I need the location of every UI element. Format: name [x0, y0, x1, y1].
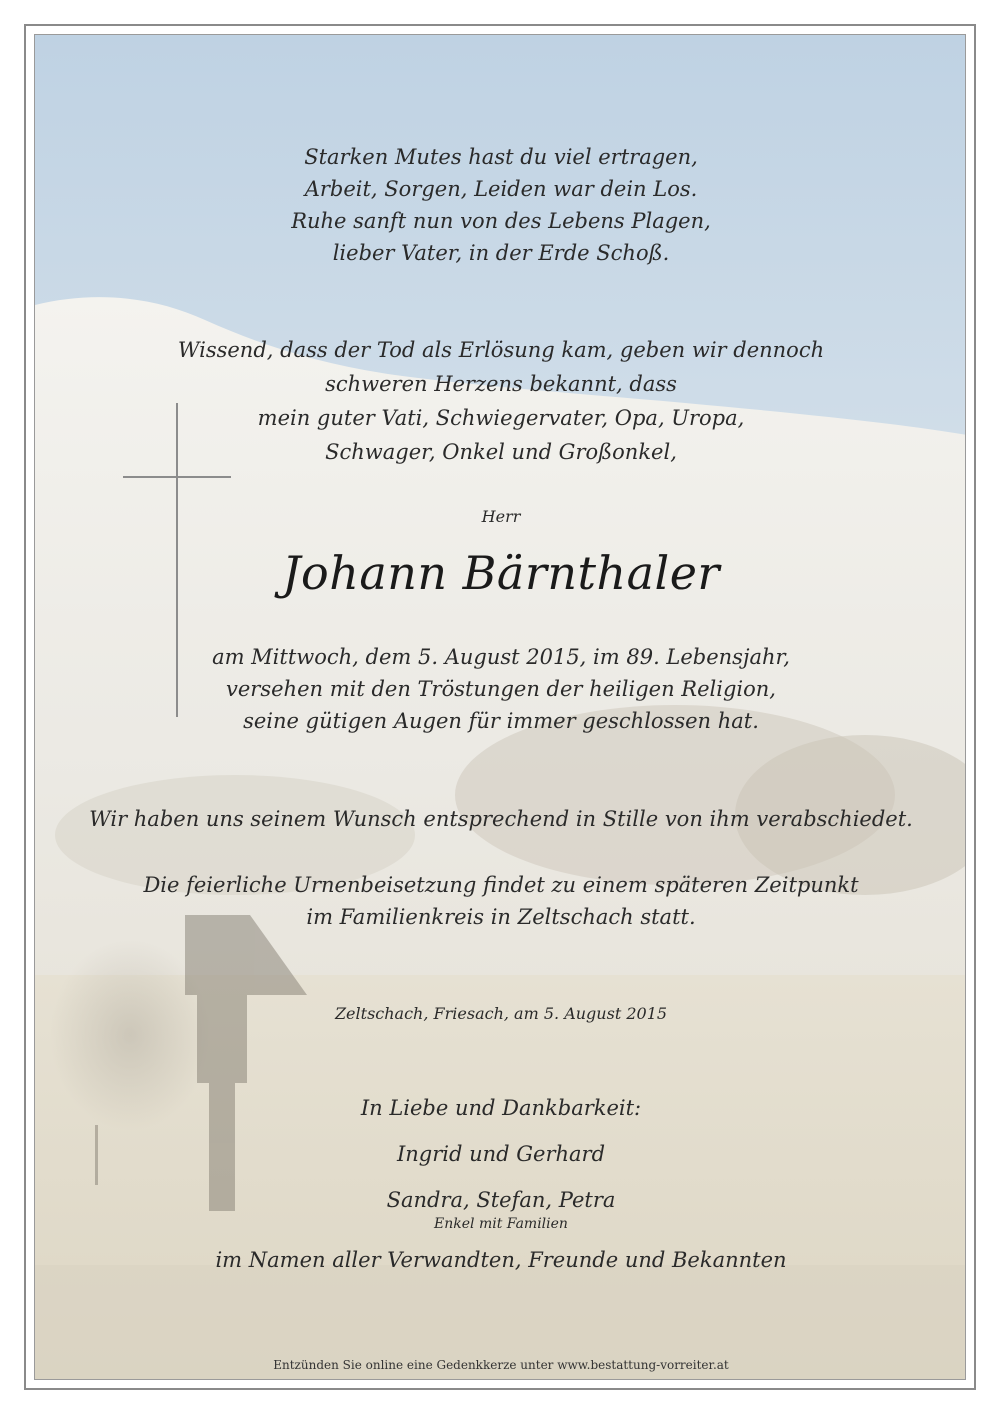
mourners-all: im Namen aller Verwandten, Freunde und Bekannten — [215, 1248, 787, 1272]
mourners-block — [35, 1093, 966, 1275]
memorial-verse — [35, 141, 966, 269]
intro-line: Wissend, dass der Tod als Erlösung kam, geben wir dennoch — [177, 338, 825, 362]
place-date: Zeltschach, Friesach, am 5. August 2015 — [334, 1004, 668, 1023]
salutation: Herr — [481, 507, 521, 526]
mourners-children: Ingrid und Gerhard — [396, 1142, 606, 1166]
death-line: seine gütigen Augen für immer geschlossen hat. — [243, 709, 759, 733]
intro-line: schweren Herzens bekannt, dass — [325, 372, 677, 396]
urn-burial-notice — [35, 869, 966, 933]
intro-line: mein guter Vati, Schwiegervater, Opa, Uropa, — [257, 406, 745, 430]
intro-line: Schwager, Onkel und Großonkel, — [325, 440, 677, 464]
mourners-grandchildren: Sandra, Stefan, Petra — [386, 1188, 616, 1212]
death-notice — [35, 641, 966, 737]
deceased-name: Johann Bärnthaler — [282, 546, 720, 600]
cross-icon-bar — [123, 476, 231, 478]
footer-candle-link[interactable]: Entzünden Sie online eine Gedenkkerze unter www.bestattung-vorreiter.at — [273, 1358, 729, 1372]
obituary-card — [34, 34, 966, 1380]
announcement-intro — [35, 333, 966, 469]
verse-line: Starken Mutes hast du viel ertragen, — [304, 145, 698, 169]
verse-line: lieber Vater, in der Erde Schoß. — [332, 241, 670, 265]
grandchildren-note: Enkel mit Familien — [434, 1216, 568, 1232]
farewell-statement: Wir haben uns seinem Wunsch entsprechend in Stille von ihm verabschiedet. — [89, 807, 913, 831]
death-line: versehen mit den Tröstungen der heiligen Religion, — [226, 677, 776, 701]
urn-line: im Familienkreis in Zeltschach statt. — [306, 905, 696, 929]
death-line: am Mittwoch, dem 5. August 2015, im 89. Lebensjahr, — [212, 645, 790, 669]
mourners-intro: In Liebe und Dankbarkeit: — [360, 1096, 642, 1120]
verse-line: Arbeit, Sorgen, Leiden war dein Los. — [304, 177, 698, 201]
urn-line: Die feierliche Urnenbeisetzung findet zu einem späteren Zeitpunkt — [143, 873, 859, 897]
verse-line: Ruhe sanft nun von des Lebens Plagen, — [291, 209, 711, 233]
